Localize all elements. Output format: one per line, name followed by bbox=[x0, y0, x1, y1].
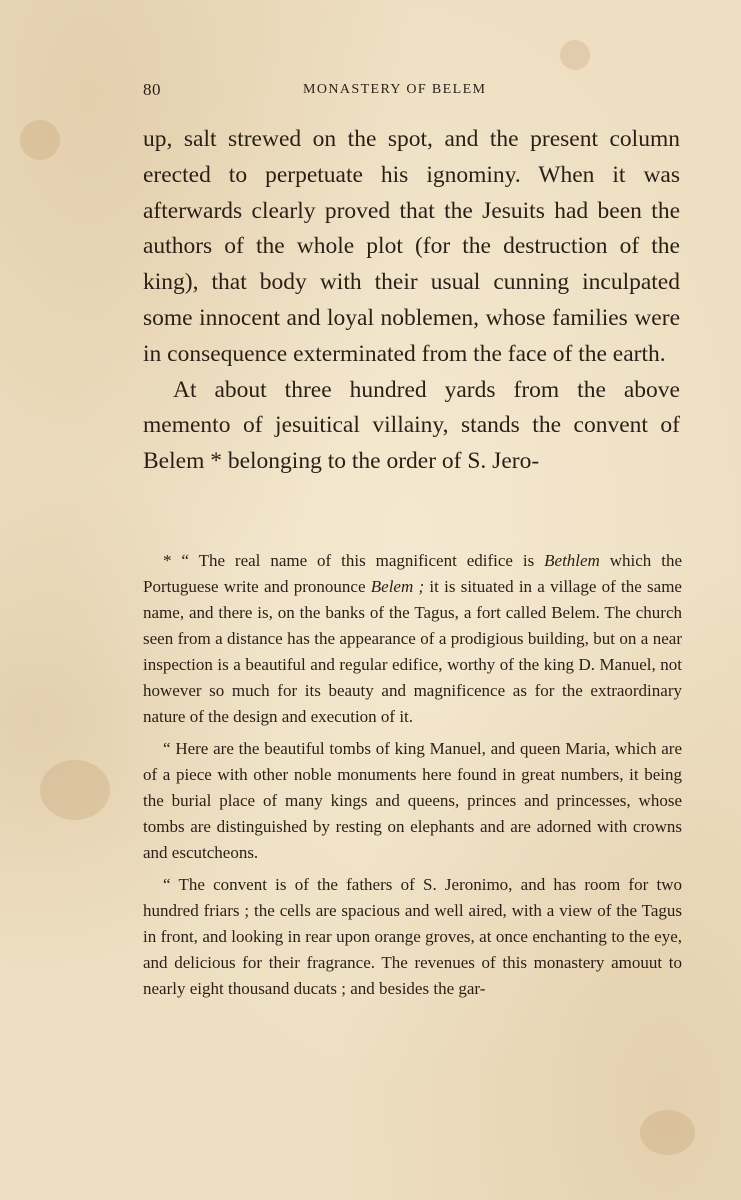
footnote-italic-bethlem: Bethlem bbox=[544, 551, 600, 570]
footnote-text: which the Portuguese write and pronounce bbox=[143, 551, 682, 596]
footnote-paragraph: “ The convent is of the fathers of S. Jeronimo, and has room for two hundred friars ; the cells are spacious and well aired, with a view of the Tagus in front, and looking in rear upon orange groves, at once enchanting to the eye, and delicious for their fragrance. The revenues of this monastery amouut to nearly eight thousand ducats ; and besides the gar- bbox=[143, 875, 682, 998]
body-paragraph: At about three hundred yards from the above memento of jesuitical villainy, stands the convent of Belem * belonging to the order of S. Jero- bbox=[143, 376, 680, 475]
foxing-stain bbox=[40, 760, 110, 820]
footnote-text: * “ The real name of this magnificent edifice is bbox=[163, 551, 545, 570]
page-header bbox=[143, 80, 683, 102]
page-number: 80 bbox=[143, 80, 161, 99]
footnote-paragraph: “ Here are the beautiful tombs of king Manuel, and queen Maria, which are of a piece with other noble monuments here found in great numbers, it being the burial place of many kings and queens, princes and princesses, whose tombs are distinguished by resting on elephants and are adorned with crowns and escutcheons. bbox=[143, 739, 682, 862]
footnote-italic-belem: Belem ; bbox=[370, 577, 425, 596]
running-head: MONASTERY OF BELEM bbox=[303, 82, 487, 97]
footnote-text: it is situated in a village of the same name, and there is, on the banks of the Tagus, a fort called Belem. The church seen from a distance has the appearance of a prodigious building, but on a near inspection is a beautiful and regular edifice, worthy of the king D. Manuel, not however so much for its beauty and magnificence as for the extraordinary nature of the design and execution of it. bbox=[143, 577, 682, 726]
footnote bbox=[143, 548, 682, 1002]
foxing-stain bbox=[640, 1110, 695, 1155]
footnote-paragraph bbox=[143, 548, 682, 730]
foxing-stain bbox=[560, 40, 590, 70]
main-text bbox=[143, 122, 680, 480]
body-paragraph: up, salt strewed on the spot, and the present column erected to perpetuate his ignominy. When it was afterwards clearly proved that the Jesuits had been the authors of the whole plot (for the destruction of the king), that body with their usual cunning inculpated some innocent and loyal noblemen, whose families were in consequence exterminated from the face of the earth. bbox=[143, 126, 680, 367]
foxing-stain bbox=[20, 120, 60, 160]
